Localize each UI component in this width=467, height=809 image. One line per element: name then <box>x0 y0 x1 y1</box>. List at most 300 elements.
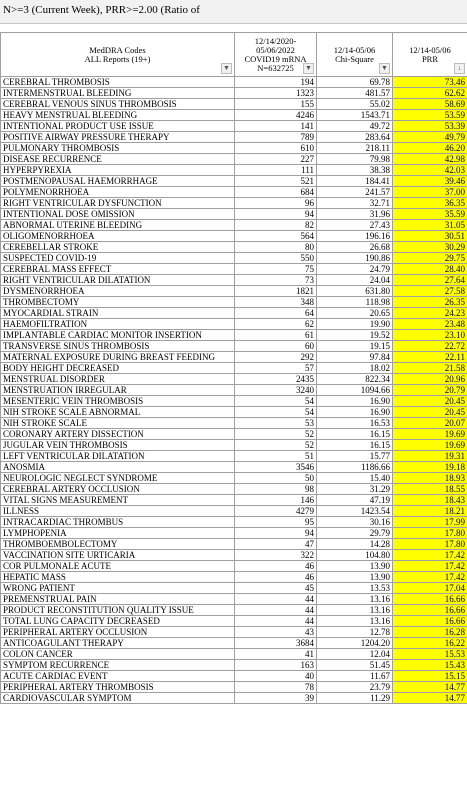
meddra-term-cell[interactable]: CARDIOVASCULAR SYMPTOM <box>1 693 235 704</box>
prr-cell[interactable]: 22.11 <box>393 352 467 363</box>
meddra-term-cell[interactable]: JUGULAR VEIN THROMBOSIS <box>1 440 235 451</box>
prr-cell[interactable]: 36.35 <box>393 198 467 209</box>
prr-cell[interactable]: 17.42 <box>393 550 467 561</box>
prr-cell[interactable]: 19.69 <box>393 429 467 440</box>
meddra-term-cell[interactable]: DYSMENORRHOEA <box>1 286 235 297</box>
chi-square-cell[interactable]: 13.16 <box>317 594 393 605</box>
report-count-cell[interactable]: 46 <box>235 561 317 572</box>
meddra-term-cell[interactable]: MYOCARDIAL STRAIN <box>1 308 235 319</box>
prr-cell[interactable]: 15.15 <box>393 671 467 682</box>
meddra-term-cell[interactable]: POLYMENORRHOEA <box>1 187 235 198</box>
report-count-cell[interactable]: 3684 <box>235 638 317 649</box>
table-row <box>1 396 467 407</box>
chi-square-cell[interactable]: 31.96 <box>317 209 393 220</box>
prr-cell[interactable]: 42.03 <box>393 165 467 176</box>
table-row <box>1 682 467 693</box>
prr-cell[interactable]: 16.22 <box>393 638 467 649</box>
chi-square-cell[interactable]: 13.90 <box>317 572 393 583</box>
meddra-term-cell[interactable]: WRONG PATIENT <box>1 583 235 594</box>
meddra-term-cell[interactable]: ILLNESS <box>1 506 235 517</box>
chi-square-cell[interactable]: 11.29 <box>317 693 393 704</box>
chi-square-cell[interactable]: 24.79 <box>317 264 393 275</box>
chi-square-cell[interactable]: 13.90 <box>317 561 393 572</box>
table-row <box>1 605 467 616</box>
column-header-meddra[interactable] <box>1 33 235 77</box>
chi-square-cell[interactable]: 23.79 <box>317 682 393 693</box>
chi-square-cell[interactable]: 16.53 <box>317 418 393 429</box>
table-row <box>1 165 467 176</box>
caption-text: N>=3 (Current Week), PRR>=2.00 (Ratio of <box>3 4 200 16</box>
prr-cell[interactable]: 62.62 <box>393 88 467 99</box>
table-row <box>1 242 467 253</box>
meddra-term-cell[interactable]: SYMPTOM RECURRENCE <box>1 660 235 671</box>
prr-cell[interactable]: 17.42 <box>393 561 467 572</box>
chi-square-cell[interactable]: 15.77 <box>317 451 393 462</box>
meddra-term-cell[interactable]: CEREBRAL ARTERY OCCLUSION <box>1 484 235 495</box>
prr-cell[interactable]: 27.64 <box>393 275 467 286</box>
table-row <box>1 154 467 165</box>
prr-cell[interactable]: 23.10 <box>393 330 467 341</box>
meddra-term-cell[interactable]: PERIPHERAL ARTERY OCCLUSION <box>1 627 235 638</box>
prr-cell[interactable]: 14.77 <box>393 693 467 704</box>
meddra-term-cell[interactable]: CEREBRAL MASS EFFECT <box>1 264 235 275</box>
chi-square-cell[interactable]: 79.98 <box>317 154 393 165</box>
prr-cell[interactable]: 24.23 <box>393 308 467 319</box>
chi-square-cell[interactable]: 196.16 <box>317 231 393 242</box>
table-row <box>1 341 467 352</box>
prr-cell[interactable]: 23.48 <box>393 319 467 330</box>
data-table <box>0 32 467 704</box>
report-count-cell[interactable]: 2435 <box>235 374 317 385</box>
prr-cell[interactable]: 18.21 <box>393 506 467 517</box>
table-row <box>1 407 467 418</box>
chi-square-cell[interactable]: 24.04 <box>317 275 393 286</box>
table-row <box>1 484 467 495</box>
prr-cell[interactable]: 22.72 <box>393 341 467 352</box>
prr-cell[interactable]: 18.43 <box>393 495 467 506</box>
column-header-chi-square[interactable] <box>317 33 393 77</box>
report-count-cell[interactable]: 610 <box>235 143 317 154</box>
prr-cell[interactable]: 18.55 <box>393 484 467 495</box>
prr-cell[interactable]: 26.35 <box>393 297 467 308</box>
chi-square-cell[interactable]: 13.16 <box>317 605 393 616</box>
meddra-term-cell[interactable]: OLIGOMENORRHOEA <box>1 231 235 242</box>
report-count-cell[interactable]: 80 <box>235 242 317 253</box>
report-count-cell[interactable]: 46 <box>235 572 317 583</box>
report-count-cell[interactable]: 95 <box>235 517 317 528</box>
meddra-term-cell[interactable]: VACCINATION SITE URTICARIA <box>1 550 235 561</box>
prr-cell[interactable]: 20.96 <box>393 374 467 385</box>
chi-square-cell[interactable]: 13.16 <box>317 616 393 627</box>
report-count-cell[interactable]: 39 <box>235 693 317 704</box>
prr-cell[interactable]: 28.40 <box>393 264 467 275</box>
chi-square-cell[interactable]: 12.78 <box>317 627 393 638</box>
prr-cell[interactable]: 17.04 <box>393 583 467 594</box>
prr-cell[interactable]: 49.79 <box>393 132 467 143</box>
table-row <box>1 253 467 264</box>
chi-square-cell[interactable]: 69.78 <box>317 77 393 88</box>
report-count-cell[interactable]: 3240 <box>235 385 317 396</box>
prr-cell[interactable]: 73.46 <box>393 77 467 88</box>
report-count-cell[interactable]: 322 <box>235 550 317 561</box>
prr-cell[interactable]: 20.45 <box>393 407 467 418</box>
table-row <box>1 143 467 154</box>
report-count-cell[interactable]: 146 <box>235 495 317 506</box>
prr-cell[interactable]: 30.51 <box>393 231 467 242</box>
column-header-line: ALL Reports (19+) <box>84 53 151 64</box>
meddra-term-cell[interactable]: SUSPECTED COVID-19 <box>1 253 235 264</box>
table-row <box>1 572 467 583</box>
filter-dropdown-icon[interactable]: ▼ <box>379 63 390 74</box>
report-count-cell[interactable]: 44 <box>235 605 317 616</box>
prr-cell[interactable]: 18.93 <box>393 473 467 484</box>
table-row <box>1 660 467 671</box>
header-row <box>1 33 467 77</box>
report-count-cell[interactable]: 44 <box>235 616 317 627</box>
meddra-term-cell[interactable]: POSTMENOPAUSAL HAEMORRHAGE <box>1 176 235 187</box>
report-count-cell[interactable]: 141 <box>235 121 317 132</box>
column-header-line: Chi-Square <box>335 53 374 64</box>
report-count-cell[interactable]: 61 <box>235 330 317 341</box>
chi-square-cell[interactable]: 31.29 <box>317 484 393 495</box>
table-row <box>1 561 467 572</box>
meddra-term-cell[interactable]: TOTAL LUNG CAPACITY DECREASED <box>1 616 235 627</box>
table-row <box>1 517 467 528</box>
chi-square-cell[interactable]: 822.34 <box>317 374 393 385</box>
table-row <box>1 594 467 605</box>
meddra-term-cell[interactable]: RIGHT VENTRICULAR DILATATION <box>1 275 235 286</box>
filter-dropdown-icon[interactable]: ▼ <box>221 63 232 74</box>
column-header-line: 12/14-05/06 <box>333 44 376 55</box>
report-count-cell[interactable]: 550 <box>235 253 317 264</box>
meddra-term-cell[interactable]: HAEMOFILTRATION <box>1 319 235 330</box>
meddra-term-cell[interactable]: HEPATIC MASS <box>1 572 235 583</box>
report-count-cell[interactable]: 52 <box>235 440 317 451</box>
meddra-term-cell[interactable]: LEFT VENTRICULAR DILATATION <box>1 451 235 462</box>
spacer <box>0 24 467 32</box>
chi-square-cell[interactable]: 631.80 <box>317 286 393 297</box>
prr-cell[interactable]: 16.66 <box>393 616 467 627</box>
meddra-term-cell[interactable]: NIH STROKE SCALE <box>1 418 235 429</box>
report-count-cell[interactable]: 62 <box>235 319 317 330</box>
prr-cell[interactable]: 46.20 <box>393 143 467 154</box>
chi-square-cell[interactable]: 51.45 <box>317 660 393 671</box>
chi-square-cell[interactable]: 16.90 <box>317 396 393 407</box>
meddra-term-cell[interactable]: TRANSVERSE SINUS THROMBOSIS <box>1 341 235 352</box>
table-row <box>1 616 467 627</box>
table-row <box>1 198 467 209</box>
meddra-term-cell[interactable]: PERIPHERAL ARTERY THROMBOSIS <box>1 682 235 693</box>
meddra-term-cell[interactable]: NEUROLOGIC NEGLECT SYNDROME <box>1 473 235 484</box>
report-count-cell[interactable]: 4279 <box>235 506 317 517</box>
meddra-term-cell[interactable]: HYPERPYREXIA <box>1 165 235 176</box>
chi-square-cell[interactable]: 19.52 <box>317 330 393 341</box>
chi-square-cell[interactable]: 12.04 <box>317 649 393 660</box>
report-count-cell[interactable]: 47 <box>235 539 317 550</box>
chi-square-cell[interactable]: 20.65 <box>317 308 393 319</box>
chi-square-cell[interactable]: 16.90 <box>317 407 393 418</box>
chi-square-cell[interactable]: 218.11 <box>317 143 393 154</box>
report-count-cell[interactable]: 789 <box>235 132 317 143</box>
chi-square-cell[interactable]: 32.71 <box>317 198 393 209</box>
table-row <box>1 539 467 550</box>
prr-cell[interactable]: 27.58 <box>393 286 467 297</box>
table-row <box>1 88 467 99</box>
chi-square-cell[interactable]: 184.41 <box>317 176 393 187</box>
meddra-term-cell[interactable]: INTERMENSTRUAL BLEEDING <box>1 88 235 99</box>
report-count-cell[interactable]: 521 <box>235 176 317 187</box>
table-row <box>1 583 467 594</box>
table-row <box>1 473 467 484</box>
report-count-cell[interactable]: 94 <box>235 528 317 539</box>
report-count-cell[interactable]: 75 <box>235 264 317 275</box>
table-row <box>1 495 467 506</box>
chi-square-cell[interactable]: 118.98 <box>317 297 393 308</box>
report-count-cell[interactable]: 194 <box>235 77 317 88</box>
prr-cell[interactable]: 31.05 <box>393 220 467 231</box>
chi-square-cell[interactable]: 16.15 <box>317 440 393 451</box>
meddra-term-cell[interactable]: DISEASE RECURRENCE <box>1 154 235 165</box>
chi-square-cell[interactable]: 38.38 <box>317 165 393 176</box>
chi-square-cell[interactable]: 26.68 <box>317 242 393 253</box>
report-count-cell[interactable]: 44 <box>235 594 317 605</box>
report-count-cell[interactable]: 53 <box>235 418 317 429</box>
prr-cell[interactable]: 42.98 <box>393 154 467 165</box>
prr-cell[interactable]: 53.59 <box>393 110 467 121</box>
report-count-cell[interactable]: 227 <box>235 154 317 165</box>
report-count-cell[interactable]: 78 <box>235 682 317 693</box>
table-row <box>1 99 467 110</box>
meddra-term-cell[interactable]: VITAL SIGNS MEASUREMENT <box>1 495 235 506</box>
table-row <box>1 363 467 374</box>
chi-square-cell[interactable]: 19.15 <box>317 341 393 352</box>
meddra-term-cell[interactable]: THROMBOEMBOLECTOMY <box>1 539 235 550</box>
prr-cell[interactable]: 19.31 <box>393 451 467 462</box>
table-row <box>1 462 467 473</box>
chi-square-cell[interactable]: 49.72 <box>317 121 393 132</box>
caption-bar <box>0 0 467 24</box>
chi-square-cell[interactable]: 19.90 <box>317 319 393 330</box>
meddra-term-cell[interactable]: CEREBRAL THROMBOSIS <box>1 77 235 88</box>
chi-square-cell[interactable]: 47.19 <box>317 495 393 506</box>
report-count-cell[interactable]: 40 <box>235 671 317 682</box>
chi-square-cell[interactable]: 18.02 <box>317 363 393 374</box>
report-count-cell[interactable]: 1821 <box>235 286 317 297</box>
report-count-cell[interactable]: 684 <box>235 187 317 198</box>
table-row <box>1 121 467 132</box>
prr-cell[interactable]: 20.79 <box>393 385 467 396</box>
table-row <box>1 77 467 88</box>
prr-cell[interactable]: 39.46 <box>393 176 467 187</box>
report-count-cell[interactable]: 52 <box>235 429 317 440</box>
chi-square-cell[interactable]: 1094.66 <box>317 385 393 396</box>
meddra-term-cell[interactable]: MENSTRUAL DISORDER <box>1 374 235 385</box>
report-count-cell[interactable]: 4246 <box>235 110 317 121</box>
table-row <box>1 330 467 341</box>
prr-cell[interactable]: 19.69 <box>393 440 467 451</box>
chi-square-cell[interactable]: 283.64 <box>317 132 393 143</box>
column-header-count[interactable] <box>235 33 317 77</box>
table-row <box>1 528 467 539</box>
table-row <box>1 275 467 286</box>
report-count-cell[interactable]: 82 <box>235 220 317 231</box>
table-row <box>1 385 467 396</box>
chi-square-cell[interactable]: 55.02 <box>317 99 393 110</box>
meddra-term-cell[interactable]: INTENTIONAL PRODUCT USE ISSUE <box>1 121 235 132</box>
report-count-cell[interactable]: 292 <box>235 352 317 363</box>
column-header-line: 12/14/2020- <box>254 35 297 46</box>
table-row <box>1 308 467 319</box>
chi-square-cell[interactable]: 30.16 <box>317 517 393 528</box>
report-count-cell[interactable]: 111 <box>235 165 317 176</box>
meddra-term-cell[interactable]: THROMBECTOMY <box>1 297 235 308</box>
meddra-term-cell[interactable]: COLON CANCER <box>1 649 235 660</box>
table-row <box>1 429 467 440</box>
prr-cell[interactable]: 15.43 <box>393 660 467 671</box>
prr-cell[interactable]: 17.80 <box>393 528 467 539</box>
meddra-term-cell[interactable]: NIH STROKE SCALE ABNORMAL <box>1 407 235 418</box>
prr-cell[interactable]: 16.66 <box>393 594 467 605</box>
meddra-term-cell[interactable]: INTRACARDIAC THROMBUS <box>1 517 235 528</box>
table-row <box>1 374 467 385</box>
report-count-cell[interactable]: 54 <box>235 407 317 418</box>
meddra-term-cell[interactable]: MESENTERIC VEIN THROMBOSIS <box>1 396 235 407</box>
chi-square-cell[interactable]: 104.80 <box>317 550 393 561</box>
prr-cell[interactable]: 19.18 <box>393 462 467 473</box>
meddra-term-cell[interactable]: ANTICOAGULANT THERAPY <box>1 638 235 649</box>
meddra-term-cell[interactable]: PREMENSTRUAL PAIN <box>1 594 235 605</box>
report-count-cell[interactable]: 96 <box>235 198 317 209</box>
prr-cell[interactable]: 20.07 <box>393 418 467 429</box>
chi-square-cell[interactable]: 1204.20 <box>317 638 393 649</box>
chi-square-cell[interactable]: 11.67 <box>317 671 393 682</box>
meddra-term-cell[interactable]: BODY HEIGHT DECREASED <box>1 363 235 374</box>
report-count-cell[interactable]: 64 <box>235 308 317 319</box>
chi-square-cell[interactable]: 15.40 <box>317 473 393 484</box>
prr-cell[interactable]: 15.53 <box>393 649 467 660</box>
prr-cell[interactable]: 16.66 <box>393 605 467 616</box>
table-row <box>1 286 467 297</box>
meddra-term-cell[interactable]: PRODUCT RECONSTITUTION QUALITY ISSUE <box>1 605 235 616</box>
chi-square-cell[interactable]: 29.79 <box>317 528 393 539</box>
report-count-cell[interactable]: 45 <box>235 583 317 594</box>
report-count-cell[interactable]: 43 <box>235 627 317 638</box>
column-header-line: PRR <box>421 53 439 64</box>
chi-square-cell[interactable]: 13.53 <box>317 583 393 594</box>
prr-cell[interactable]: 20.45 <box>393 396 467 407</box>
meddra-term-cell[interactable]: CEREBELLAR STROKE <box>1 242 235 253</box>
prr-cell[interactable]: 17.80 <box>393 539 467 550</box>
column-header-line: 05/06/2022 <box>256 44 295 55</box>
meddra-term-cell[interactable]: INTENTIONAL DOSE OMISSION <box>1 209 235 220</box>
chi-square-cell[interactable]: 190.86 <box>317 253 393 264</box>
meddra-term-cell[interactable]: ABNORMAL UTERINE BLEEDING <box>1 220 235 231</box>
meddra-term-cell[interactable]: HEAVY MENSTRUAL BLEEDING <box>1 110 235 121</box>
meddra-term-cell[interactable]: RIGHT VENTRICULAR DYSFUNCTION <box>1 198 235 209</box>
report-count-cell[interactable]: 51 <box>235 451 317 462</box>
meddra-term-cell[interactable]: CEREBRAL VENOUS SINUS THROMBOSIS <box>1 99 235 110</box>
chi-square-cell[interactable]: 1423.54 <box>317 506 393 517</box>
prr-cell[interactable]: 29.75 <box>393 253 467 264</box>
meddra-term-cell[interactable]: COR PULMONALE ACUTE <box>1 561 235 572</box>
report-count-cell[interactable]: 163 <box>235 660 317 671</box>
report-count-cell[interactable]: 50 <box>235 473 317 484</box>
chi-square-cell[interactable]: 1186.66 <box>317 462 393 473</box>
prr-cell[interactable]: 14.77 <box>393 682 467 693</box>
report-count-cell[interactable]: 155 <box>235 99 317 110</box>
table-row <box>1 693 467 704</box>
chi-square-cell[interactable]: 481.57 <box>317 88 393 99</box>
chi-square-cell[interactable]: 27.43 <box>317 220 393 231</box>
meddra-term-cell[interactable]: ANOSMIA <box>1 462 235 473</box>
meddra-term-cell[interactable]: POSITIVE AIRWAY PRESSURE THERAPY <box>1 132 235 143</box>
column-header-prr[interactable] <box>393 33 467 77</box>
meddra-term-cell[interactable]: PULMONARY THROMBOSIS <box>1 143 235 154</box>
table-row <box>1 506 467 517</box>
table-row <box>1 451 467 462</box>
meddra-term-cell[interactable]: ACUTE CARDIAC EVENT <box>1 671 235 682</box>
column-header-line: MedDRA Codes <box>89 44 146 55</box>
report-count-cell[interactable]: 73 <box>235 275 317 286</box>
report-count-cell[interactable]: 3546 <box>235 462 317 473</box>
report-count-cell[interactable]: 94 <box>235 209 317 220</box>
prr-cell[interactable]: 16.28 <box>393 627 467 638</box>
table-row <box>1 209 467 220</box>
table-row <box>1 132 467 143</box>
prr-cell[interactable]: 58.69 <box>393 99 467 110</box>
meddra-term-cell[interactable]: CORONARY ARTERY DISSECTION <box>1 429 235 440</box>
chi-square-cell[interactable]: 1543.71 <box>317 110 393 121</box>
table-row <box>1 638 467 649</box>
column-header-line: COVID19 mRNA <box>244 53 307 64</box>
meddra-term-cell[interactable]: LYMPHOPENIA <box>1 528 235 539</box>
table-row <box>1 220 467 231</box>
meddra-term-cell[interactable]: MENSTRUATION IRREGULAR <box>1 385 235 396</box>
chi-square-cell[interactable]: 16.15 <box>317 429 393 440</box>
report-count-cell[interactable]: 348 <box>235 297 317 308</box>
table-row <box>1 418 467 429</box>
table-row <box>1 297 467 308</box>
table-row <box>1 187 467 198</box>
report-count-cell[interactable]: 564 <box>235 231 317 242</box>
filter-dropdown-icon[interactable]: ▼ <box>303 63 314 74</box>
chi-square-cell[interactable]: 14.28 <box>317 539 393 550</box>
prr-cell[interactable]: 21.58 <box>393 363 467 374</box>
report-count-cell[interactable]: 1323 <box>235 88 317 99</box>
prr-cell[interactable]: 37.00 <box>393 187 467 198</box>
chi-square-cell[interactable]: 241.57 <box>317 187 393 198</box>
table-row <box>1 627 467 638</box>
meddra-term-cell[interactable]: MATERNAL EXPOSURE DURING BREAST FEEDING <box>1 352 235 363</box>
report-count-cell[interactable]: 60 <box>235 341 317 352</box>
table-row <box>1 110 467 121</box>
report-count-cell[interactable]: 57 <box>235 363 317 374</box>
table-row <box>1 319 467 330</box>
table-row <box>1 671 467 682</box>
prr-cell[interactable]: 17.99 <box>393 517 467 528</box>
prr-cell[interactable]: 35.59 <box>393 209 467 220</box>
chi-square-cell[interactable]: 97.84 <box>317 352 393 363</box>
report-count-cell[interactable]: 98 <box>235 484 317 495</box>
prr-cell[interactable]: 30.29 <box>393 242 467 253</box>
report-count-cell[interactable]: 54 <box>235 396 317 407</box>
prr-cell[interactable]: 17.42 <box>393 572 467 583</box>
report-count-cell[interactable]: 41 <box>235 649 317 660</box>
sort-descending-icon[interactable]: ↓ <box>454 63 465 74</box>
column-header-line: N=632725 <box>257 62 294 73</box>
prr-cell[interactable]: 53.39 <box>393 121 467 132</box>
meddra-term-cell[interactable]: IMPLANTABLE CARDIAC MONITOR INSERTION <box>1 330 235 341</box>
